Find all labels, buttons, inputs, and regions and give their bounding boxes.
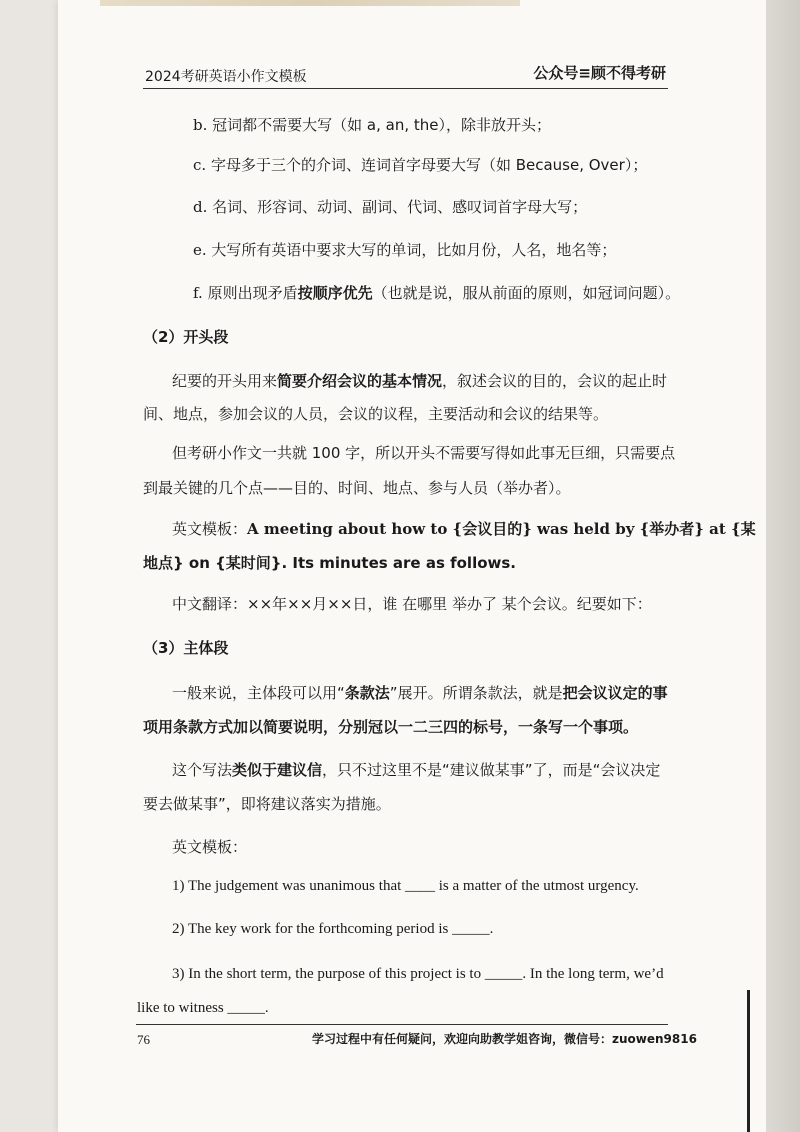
header-title: 2024考研英语小作文模板: [145, 69, 307, 85]
body-p2-line1: 这个写法类似于建议信，只不过这里不是“建议做某事”了，而是“会议决定: [172, 761, 661, 779]
template-item-1: 1) The judgement was unanimous that ____ is a matter of the utmost urgency.: [172, 878, 639, 894]
footer-rule: [136, 1024, 668, 1025]
header-source: 公众号≡顾不得考研: [533, 64, 666, 82]
body-template-label: 英文模板：: [172, 838, 248, 856]
page-header: [143, 62, 666, 85]
scan-stripe: [100, 0, 520, 6]
opening-p2-line2: 到最关键的几个点——目的、时间、地点、参与人员（举办者）。: [143, 479, 571, 497]
body-p2-line2: 要去做某事”，即将建议落实为措施。: [143, 795, 391, 813]
opening-p2-line1: 但考研小作文一共就 100 字，所以开头不需要写得如此事无巨细，只需要点: [172, 444, 676, 462]
template-item-3-line1: 3) In the short term, the purpose of this project is to _____. In the long term, we’d: [172, 966, 664, 982]
rule-e: e. 大写所有英语中要求大写的单词，比如月份，人名，地名等；: [193, 241, 617, 259]
rule-f: f. 原则出现矛盾按顺序优先（也就是说，服从前面的原则，如冠词问题）。: [193, 284, 681, 302]
page-number: 76: [137, 1032, 150, 1047]
body-p1-line1: 一般来说，主体段可以用“条款法”展开。所谓条款法，就是把会议议定的事: [172, 684, 668, 702]
opening-p1-line2: 间、地点，参加会议的人员，会议的议程，主要活动和会议的结果等。: [143, 405, 609, 423]
body-p1-line2: 项用条款方式加以简要说明，分别冠以一二三四的标号，一条写一个事项。: [143, 718, 639, 736]
section-heading-opening: （2）开头段: [143, 328, 229, 346]
footer-note: 学习过程中有任何疑问，欢迎向助教学姐咨询，微信号：zuowen9816: [312, 1032, 697, 1046]
page-edge: [766, 0, 800, 1132]
opening-translation: 中文翻译：××年××月××日，谁 在哪里 举办了 某个会议。纪要如下：: [172, 595, 652, 613]
header-rule: [143, 88, 668, 89]
template-item-3-line2: like to witness _____.: [137, 1000, 269, 1016]
template-item-2: 2) The key work for the forthcoming period is _____.: [172, 921, 494, 937]
opening-template-line1: 英文模板：A meeting about how to {会议目的} was held by {举办者} at {某: [172, 520, 756, 538]
rule-c: c. 字母多于三个的介词、连词首字母要大写（如 Because, Over）；: [193, 156, 648, 174]
section-heading-body: （3）主体段: [143, 639, 229, 657]
rule-b: b. 冠词都不需要大写（如 a, an, the），除非放开头；: [193, 116, 551, 134]
binding-bar: [747, 990, 750, 1132]
opening-p1-line1: 纪要的开头用来简要介绍会议的基本情况，叙述会议的目的，会议的起止时: [172, 372, 668, 390]
rule-d: d. 名词、形容词、动词、副词、代词、感叹词首字母大写；: [193, 198, 588, 216]
opening-template-line2: 地点} on {某时间}. Its minutes are as follows.: [143, 554, 517, 572]
